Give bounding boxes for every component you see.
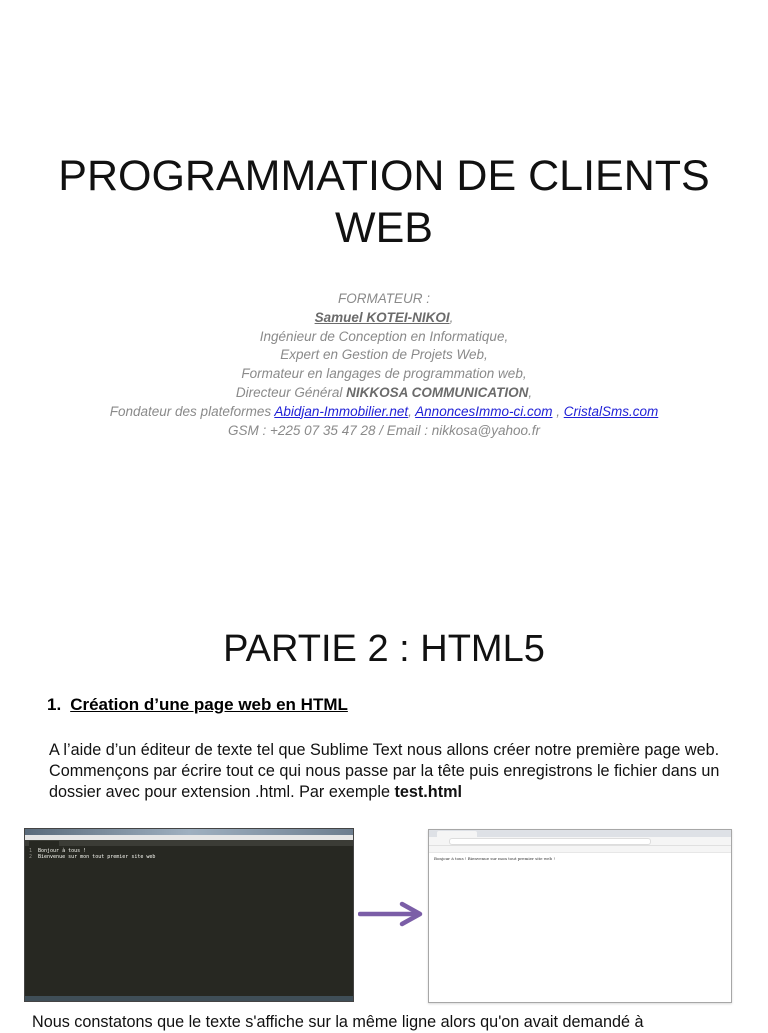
intro-text: A l’aide d’un éditeur de texte tel que Sublime Text nous allons créer notre première page web. Commençons par écrire tout ce qui nous passe par la tête puis enregistrons le fichier dans un dossier avec pour extension .html. Par exemple (49, 741, 720, 801)
browser-toolbar (429, 837, 731, 846)
platforms-separator-1: , (408, 403, 416, 419)
gutter-1: 1 (29, 848, 33, 854)
credits-contact: GSM : +225 07 35 47 28 / Email : nikkosa@yahoo.fr (228, 422, 540, 438)
credits-role: FORMATEUR : (338, 291, 430, 306)
code-line-1: Bonjour à tous ! (38, 848, 87, 854)
credits-line-engineer: Ingénieur de Conception en Informatique, (259, 328, 509, 344)
editor-tab (29, 841, 59, 846)
intro-paragraph (49, 740, 749, 803)
director-suffix: , (528, 384, 533, 400)
editor-tabs (25, 840, 353, 846)
author-name: Samuel KOTEI-NIKOI (314, 309, 450, 325)
browser-bookmarks-bar (429, 846, 731, 853)
section-title: Création d’une page web en HTML (70, 695, 348, 714)
author-name-suffix: , (449, 309, 454, 325)
document-title (0, 150, 768, 254)
section-number: 1. (47, 695, 62, 714)
link-annoncesimmo[interactable]: AnnoncesImmo-ci.com (415, 403, 553, 419)
credits-line-expert: Expert en Gestion de Projets Web, (280, 347, 488, 363)
section-heading (47, 694, 348, 716)
browser-screenshot (428, 829, 732, 1003)
part-title: PARTIE 2 : HTML5 (223, 628, 545, 670)
gutter-2: 2 (29, 854, 33, 860)
author-credits (0, 290, 768, 440)
link-abidjan-immobilier[interactable]: Abidjan-Immobilier.net (274, 403, 409, 419)
director-prefix: Directeur Général (235, 384, 347, 400)
platforms-prefix: Fondateur des plateformes (109, 403, 275, 419)
browser-page-content: Bonjour à tous ! Bienvenue sur mon tout premier site web ! (434, 856, 555, 861)
arrow-right-icon (358, 900, 426, 928)
code-line-2: Bienvenue sur mon tout premier site web (38, 854, 156, 860)
platforms-separator-2: , (552, 403, 564, 419)
browser-tabstrip (429, 830, 731, 837)
credits-line-trainer: Formateur en langages de programmation web, (241, 366, 527, 382)
company-name: NIKKOSA COMMUNICATION (346, 384, 529, 400)
title-line-2: WEB (335, 204, 433, 252)
continuation-text: Nous constatons que le texte s'affiche sur la même ligne alors qu'on avait demandé à (32, 1013, 644, 1031)
credits-line-director (0, 384, 768, 403)
editor-code (25, 846, 353, 860)
title-line-1: PROGRAMMATION DE CLIENTS (58, 152, 710, 200)
editor-statusbar (25, 996, 353, 1001)
credits-line-platforms (0, 403, 768, 422)
link-cristalsms[interactable]: CristalSms.com (563, 403, 659, 419)
intro-filename: test.html (394, 783, 462, 801)
credits-name-line (0, 309, 768, 328)
browser-address-bar (449, 838, 651, 845)
sublime-editor-screenshot (24, 828, 354, 1002)
